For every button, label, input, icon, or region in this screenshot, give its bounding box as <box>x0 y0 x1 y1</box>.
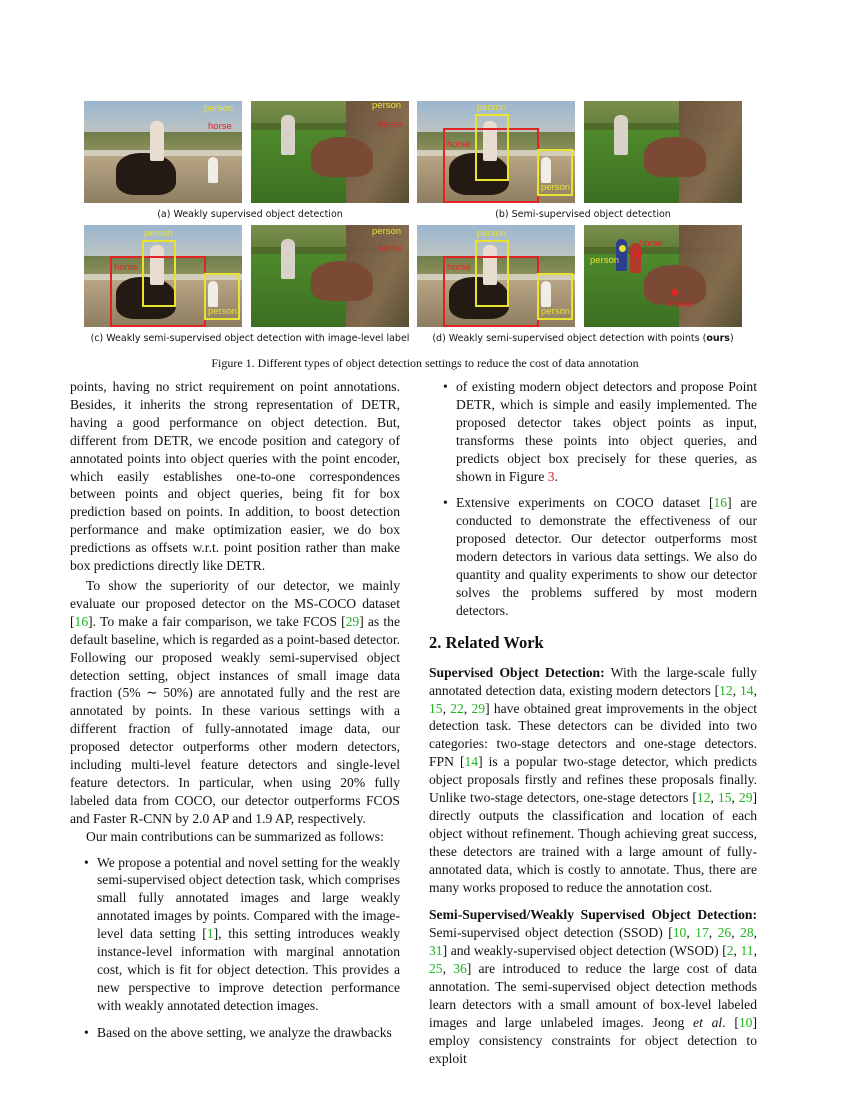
citation-link[interactable]: 22 <box>450 700 464 716</box>
label-person: person <box>372 100 402 111</box>
photo-grass <box>251 225 409 327</box>
label-person: person <box>208 306 238 317</box>
run-in-heading: Semi-Supervised/Weakly Supervised Object Detection: <box>429 907 757 923</box>
figure-caption: Figure 1. Different types of object detection settings to reduce the cost of data annotation <box>211 356 639 370</box>
label-horse: horse <box>114 262 138 273</box>
label-person: person <box>590 255 620 266</box>
label-person: person <box>477 228 507 239</box>
left-column <box>70 378 400 1051</box>
citation-link[interactable]: 10 <box>738 1014 753 1030</box>
citation-link[interactable]: 14 <box>464 754 479 770</box>
paragraph: Semi-Supervised/Weakly Supervised Object Detection: Semi-supervised object detection (SSOD) [10, 17, 26, 28, 31] and weakly-supervised object detection (WSOD) [2, 11, 25, 36] are introduced to reduce the large cost of data annotation. The semi-supervised object detection methods learn detectors with a small amount of box-level labeled images and large unlabeled images. Jeong et al. [10] employ consistency constraints for object detection to exploit <box>429 907 758 1066</box>
citation-link[interactable]: 12 <box>719 682 733 698</box>
subcaption-a: (a) Weakly supervised object detection <box>157 209 343 220</box>
citation-link[interactable]: 25 <box>429 961 443 977</box>
paragraph: points, having no strict requirement on point annotations. Besides, it inherits the strong representation of DETR, having a good performance on object detection. But, different from DETR, we encode position and category of annotated points into object queries with the point encoder, which easily establishes one-to-one correspondences between points and object queries, being fit for box prediction based on points. In addition, to boost detection performance and make optimization easier, we do box predictions as offsets w.r.t. point position rather than make box predictions directly like DETR. <box>70 379 400 574</box>
figure-panel-c <box>84 225 416 344</box>
bbox-person <box>475 240 509 307</box>
citation-link[interactable]: 36 <box>453 961 467 977</box>
point-person <box>619 245 626 252</box>
label-person: person <box>541 182 571 193</box>
figure-panel-d <box>417 225 749 344</box>
subcaption-d: (d) Weakly semi-supervised object detection with points (ours) <box>432 333 734 344</box>
citation-link[interactable]: 28 <box>740 925 754 941</box>
citation-link[interactable]: 16 <box>74 613 89 629</box>
citation-link[interactable]: 2 <box>726 943 734 959</box>
citation-link[interactable]: 29 <box>738 790 753 806</box>
list-item: • Extensive experiments on COCO dataset [16] are conducted to demonstrate the effectiveness of our proposed detector. Our detector outperforms most modern detectors in various data settings. We also do quantity and quality experiments to show our detector solves the problems suffered by most modern detectors. <box>429 494 757 619</box>
list-item: • of existing modern object detectors and propose Point DETR, which is simple and easily implemented. The proposed detector takes object points as input, transforms these points into object queries, and predicts object box precisely for these queries, as shown in Figure 3. <box>429 378 757 485</box>
bbox-person <box>475 114 509 181</box>
citation-link[interactable]: 15 <box>717 790 732 806</box>
label-person: person <box>144 228 174 239</box>
figure-panel-a <box>84 101 416 220</box>
citation-link[interactable]: 14 <box>740 682 754 698</box>
citation-link[interactable]: 1 <box>206 926 214 942</box>
citation-link[interactable]: 16 <box>713 495 728 511</box>
list-item: • We propose a potential and novel setting for the weakly semi-supervised object detection task, which comprises small fully annotated images and large weakly annotated images by points. Compared with the image-level data setting [1], this setting introduces weakly instance-level information with marginal annotation cost, which is fit for object detection. This provides a new perspective to improve detection performance with weakly annotated detection images. <box>70 854 400 1015</box>
photo-grass <box>584 225 742 327</box>
label-person: person <box>204 103 234 114</box>
contribution-list <box>70 854 400 1042</box>
paragraph: To show the superiority of our detector, we mainly evaluate our proposed detector on the MS-COCO dataset [16]. To make a fair comparison, we take FCOS [29] as the default baseline, which is regarded as a point-based detector. Following our proposed weakly semi-supervised object detection setting, object instances of small image data fraction (5% ∼ 50%) are annotated fully and the rest are annotated by points. In these various settings with a different fraction of fully-annotated image data, our proposed detector outperforms other modern detectors, including multi-level feature detectors and single-level feature detectors. In particular, when using 20% fully labeled data from COCO, our detector outperforms FCOS and Faster R-CNN by 2.0 AP and 1.9 AP, respectively. <box>70 577 400 826</box>
point-horse <box>671 289 678 296</box>
point-person <box>635 251 642 258</box>
figure-ref-link[interactable]: 3 <box>547 468 555 484</box>
emphasis: et al <box>693 1014 723 1030</box>
photo-riders <box>84 101 242 203</box>
label-horse: horse <box>639 238 663 249</box>
label-horse: horse <box>378 119 402 130</box>
citation-link[interactable]: 29 <box>471 700 486 716</box>
right-column <box>429 378 757 1068</box>
subcaption-c: (c) Weakly semi-supervised object detection with image-level label <box>90 333 410 344</box>
citation-link[interactable]: 10 <box>672 925 687 941</box>
photo-grass <box>584 101 742 203</box>
label-horse: horse <box>447 262 471 273</box>
label-person: person <box>477 102 507 113</box>
citation-link[interactable]: 11 <box>740 943 754 959</box>
run-in-heading: Supervised Object Detection: <box>429 664 605 680</box>
citation-link[interactable]: 17 <box>695 925 709 941</box>
citation-link[interactable]: 26 <box>717 925 732 941</box>
contribution-list <box>429 494 757 619</box>
label-horse: horse <box>378 243 402 254</box>
label-person: person <box>541 306 571 317</box>
citation-link[interactable]: 12 <box>696 790 711 806</box>
citation-link[interactable]: 29 <box>345 613 360 629</box>
list-item: • Based on the above setting, we analyze the drawbacks <box>70 1024 400 1042</box>
citation-link[interactable]: 15 <box>429 700 443 716</box>
paragraph: Our main contributions can be summarized as follows: <box>86 828 384 844</box>
citation-link[interactable]: 31 <box>429 943 443 959</box>
subcaption-b: (b) Semi-supervised object detection <box>495 209 671 220</box>
figure-panel-b <box>417 101 749 220</box>
paragraph: Supervised Object Detection: With the large-scale fully annotated detection data, existing modern detectors [12, 14, 15, 22, 29] have obtained great improvements in the object detection task. These detectors can be divided into two categories: two-stage detectors and one-stage detectors. FPN [14] is a popular two-stage detector, which predicts object proposals firstly and refines these proposals finally. Unlike two-stage detectors, one-stage detectors [12, 15, 29] directly outputs the classification and location of each object without refinement. Though achieving great success, these detectors are trained with a large amount of fully-annotated data, which is costly to annotate. Thus, there are many works proposed to reduce the annotation cost. <box>429 664 758 895</box>
label-horse: horse <box>669 299 693 310</box>
label-horse: horse <box>447 139 471 150</box>
label-horse: horse <box>208 121 232 132</box>
label-person: person <box>372 226 402 237</box>
contribution-list-continued <box>429 378 757 485</box>
bbox-person <box>142 240 176 307</box>
ours-label: ours <box>706 333 730 344</box>
section-title: 2. Related Work <box>429 632 544 652</box>
photo-grass <box>251 101 409 203</box>
